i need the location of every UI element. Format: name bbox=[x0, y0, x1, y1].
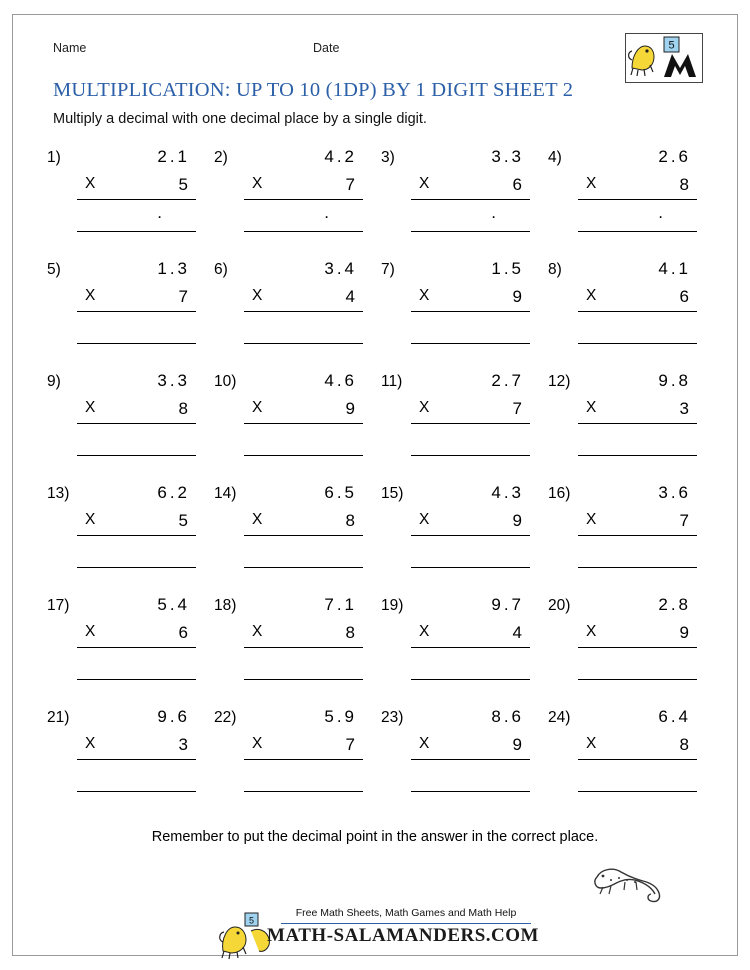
problem-rule-top bbox=[411, 423, 530, 424]
answer-line[interactable] bbox=[77, 231, 196, 232]
answer-line[interactable] bbox=[244, 791, 363, 792]
multiplier: 8 bbox=[178, 399, 188, 418]
problem-number: 3) bbox=[381, 149, 395, 166]
multiplicand: 1.3 bbox=[157, 259, 190, 278]
multiplier: 9 bbox=[512, 511, 522, 530]
multiplier: 9 bbox=[512, 735, 522, 754]
problem-6 bbox=[208, 259, 375, 371]
multiplicand: 2.1 bbox=[157, 147, 190, 166]
multiplicand: 3.6 bbox=[658, 483, 691, 502]
answer-line[interactable] bbox=[578, 567, 697, 568]
problem-number: 5) bbox=[47, 261, 61, 278]
answer-line[interactable] bbox=[244, 567, 363, 568]
problem-rule-top bbox=[77, 423, 196, 424]
problem-number: 22) bbox=[214, 709, 237, 726]
operator-symbol: X bbox=[419, 175, 430, 192]
operator-symbol: X bbox=[85, 175, 96, 192]
brand-divider bbox=[281, 923, 531, 924]
answer-line[interactable] bbox=[411, 791, 530, 792]
multiplier: 6 bbox=[679, 287, 689, 306]
multiplier: 8 bbox=[679, 175, 689, 194]
multiplier: 9 bbox=[679, 623, 689, 642]
problem-row bbox=[41, 371, 709, 483]
problem-17 bbox=[41, 595, 208, 707]
problem-rule-top bbox=[578, 759, 697, 760]
problem-16 bbox=[542, 483, 709, 595]
operator-symbol: X bbox=[85, 623, 96, 640]
site-branding bbox=[41, 903, 709, 967]
answer-line[interactable] bbox=[411, 455, 530, 456]
problem-10 bbox=[208, 371, 375, 483]
answer-line[interactable] bbox=[411, 231, 530, 232]
operator-symbol: X bbox=[252, 287, 263, 304]
operator-symbol: X bbox=[252, 511, 263, 528]
multiplicand: 6.5 bbox=[324, 483, 357, 502]
answer-line[interactable] bbox=[411, 567, 530, 568]
multiplier: 5 bbox=[178, 175, 188, 194]
problem-number: 20) bbox=[548, 597, 571, 614]
answer-line[interactable] bbox=[578, 791, 697, 792]
multiplicand: 4.1 bbox=[658, 259, 691, 278]
operator-symbol: X bbox=[586, 623, 597, 640]
svg-text:5: 5 bbox=[668, 39, 675, 52]
multiplicand: 2.7 bbox=[491, 371, 524, 390]
multiplicand: 4.2 bbox=[324, 147, 357, 166]
svg-text:5: 5 bbox=[248, 915, 255, 926]
multiplier: 9 bbox=[512, 287, 522, 306]
operator-symbol: X bbox=[252, 399, 263, 416]
operator-symbol: X bbox=[586, 399, 597, 416]
multiplicand: 2.6 bbox=[658, 147, 691, 166]
problem-rule-top bbox=[578, 199, 697, 200]
multiplier: 7 bbox=[345, 735, 355, 754]
problem-3 bbox=[375, 147, 542, 259]
problem-rule-top bbox=[411, 311, 530, 312]
multiplier: 6 bbox=[178, 623, 188, 642]
logo-graphic bbox=[626, 34, 700, 80]
multiplier: 7 bbox=[512, 399, 522, 418]
remember-note: Remember to put the decimal point in the answer in the correct place. bbox=[151, 829, 599, 845]
multiplicand: 5.9 bbox=[324, 707, 357, 726]
multiplier: 4 bbox=[345, 287, 355, 306]
multiplicand: 4.6 bbox=[324, 371, 357, 390]
answer-line[interactable] bbox=[77, 455, 196, 456]
decimal-point-hint: . bbox=[157, 203, 162, 222]
answer-line[interactable] bbox=[244, 679, 363, 680]
operator-symbol: X bbox=[419, 399, 430, 416]
problem-rule-top bbox=[77, 759, 196, 760]
name-label: Name bbox=[53, 41, 87, 55]
problem-rule-top bbox=[77, 311, 196, 312]
problem-row bbox=[41, 483, 709, 595]
operator-symbol: X bbox=[419, 735, 430, 752]
operator-symbol: X bbox=[586, 175, 597, 192]
operator-symbol: X bbox=[85, 399, 96, 416]
answer-line[interactable] bbox=[77, 679, 196, 680]
problem-rule-top bbox=[244, 311, 363, 312]
operator-symbol: X bbox=[252, 623, 263, 640]
problem-8 bbox=[542, 259, 709, 371]
multiplicand: 3.3 bbox=[491, 147, 524, 166]
problem-4 bbox=[542, 147, 709, 259]
problem-number: 16) bbox=[548, 485, 571, 502]
problem-row bbox=[41, 147, 709, 259]
multiplier: 7 bbox=[679, 511, 689, 530]
problem-number: 8) bbox=[548, 261, 562, 278]
worksheet-page bbox=[12, 14, 738, 956]
multiplier: 9 bbox=[345, 399, 355, 418]
branding-inner bbox=[215, 903, 539, 967]
multiplicand: 5.4 bbox=[157, 595, 190, 614]
problem-rule-top bbox=[244, 535, 363, 536]
problem-rule-top bbox=[578, 311, 697, 312]
answer-line[interactable] bbox=[77, 567, 196, 568]
operator-symbol: X bbox=[85, 511, 96, 528]
operator-symbol: X bbox=[419, 511, 430, 528]
operator-symbol: X bbox=[252, 735, 263, 752]
problem-21 bbox=[41, 707, 208, 819]
problem-13 bbox=[41, 483, 208, 595]
problem-rule-top bbox=[578, 647, 697, 648]
problem-number: 19) bbox=[381, 597, 404, 614]
answer-line[interactable] bbox=[578, 679, 697, 680]
problem-7 bbox=[375, 259, 542, 371]
problem-number: 13) bbox=[47, 485, 70, 502]
problem-rule-top bbox=[411, 199, 530, 200]
problem-rule-top bbox=[411, 535, 530, 536]
problem-rule-top bbox=[411, 759, 530, 760]
lizard-illustration bbox=[591, 861, 677, 909]
problem-rule-top bbox=[77, 647, 196, 648]
operator-symbol: X bbox=[85, 287, 96, 304]
multiplier: 8 bbox=[679, 735, 689, 754]
multiplicand: 3.3 bbox=[157, 371, 190, 390]
answer-line[interactable] bbox=[578, 343, 697, 344]
answer-line[interactable] bbox=[411, 343, 530, 344]
multiplicand: 7.1 bbox=[324, 595, 357, 614]
problem-1 bbox=[41, 147, 208, 259]
answer-line[interactable] bbox=[244, 343, 363, 344]
problem-number: 1) bbox=[47, 149, 61, 166]
problem-11 bbox=[375, 371, 542, 483]
problem-number: 18) bbox=[214, 597, 237, 614]
worksheet-header bbox=[41, 35, 709, 65]
multiplier: 3 bbox=[679, 399, 689, 418]
multiplier: 4 bbox=[512, 623, 522, 642]
decimal-point-hint: . bbox=[324, 203, 329, 222]
problem-rule-top bbox=[77, 199, 196, 200]
answer-line[interactable] bbox=[578, 455, 697, 456]
problem-number: 11) bbox=[381, 373, 403, 390]
multiplier: 7 bbox=[345, 175, 355, 194]
problem-row bbox=[41, 595, 709, 707]
problem-9 bbox=[41, 371, 208, 483]
problem-14 bbox=[208, 483, 375, 595]
problem-number: 17) bbox=[47, 597, 70, 614]
multiplier: 3 bbox=[178, 735, 188, 754]
problem-12 bbox=[542, 371, 709, 483]
multiplicand: 3.4 bbox=[324, 259, 357, 278]
lizard-icon bbox=[591, 861, 677, 909]
problem-number: 4) bbox=[548, 149, 562, 166]
answer-line[interactable] bbox=[244, 455, 363, 456]
problem-number: 9) bbox=[47, 373, 61, 390]
salamander-logo bbox=[625, 33, 703, 83]
operator-symbol: X bbox=[252, 175, 263, 192]
multiplier: 5 bbox=[178, 511, 188, 530]
brand-tagline: Free Math Sheets, Math Games and Math Help bbox=[295, 907, 517, 919]
problem-number: 6) bbox=[214, 261, 228, 278]
problem-rule-top bbox=[77, 535, 196, 536]
multiplier: 8 bbox=[345, 511, 355, 530]
multiplicand: 9.7 bbox=[491, 595, 524, 614]
decimal-point-hint: . bbox=[491, 203, 496, 222]
date-label: Date bbox=[313, 41, 340, 55]
multiplicand: 1.5 bbox=[491, 259, 524, 278]
problem-row bbox=[41, 707, 709, 819]
operator-symbol: X bbox=[419, 623, 430, 640]
multiplicand: 6.4 bbox=[658, 707, 691, 726]
problem-number: 7) bbox=[381, 261, 395, 278]
operator-symbol: X bbox=[419, 287, 430, 304]
problem-number: 21) bbox=[47, 709, 70, 726]
problem-number: 10) bbox=[214, 373, 237, 390]
problem-24 bbox=[542, 707, 709, 819]
problem-rule-top bbox=[244, 759, 363, 760]
grade-badge-icon bbox=[664, 37, 679, 52]
page-subtitle: Multiply a decimal with one decimal place by a single digit. bbox=[53, 111, 427, 127]
operator-symbol: X bbox=[85, 735, 96, 752]
problem-2 bbox=[208, 147, 375, 259]
problem-5 bbox=[41, 259, 208, 371]
problem-row bbox=[41, 259, 709, 371]
problem-rule-top bbox=[578, 535, 697, 536]
multiplier: 6 bbox=[512, 175, 522, 194]
problem-rule-top bbox=[244, 647, 363, 648]
multiplier: 7 bbox=[178, 287, 188, 306]
multiplicand: 6.2 bbox=[157, 483, 190, 502]
problem-number: 23) bbox=[381, 709, 404, 726]
operator-symbol: X bbox=[586, 511, 597, 528]
answer-line[interactable] bbox=[77, 791, 196, 792]
problem-number: 12) bbox=[548, 373, 571, 390]
answer-line[interactable] bbox=[244, 231, 363, 232]
problem-rule-top bbox=[244, 199, 363, 200]
operator-symbol: X bbox=[586, 287, 597, 304]
multiplicand: 4.3 bbox=[491, 483, 524, 502]
problem-number: 2) bbox=[214, 149, 228, 166]
problem-15 bbox=[375, 483, 542, 595]
problem-20 bbox=[542, 595, 709, 707]
multiplicand: 2.8 bbox=[658, 595, 691, 614]
multiplicand: 9.6 bbox=[157, 707, 190, 726]
problem-rule-top bbox=[578, 423, 697, 424]
problem-23 bbox=[375, 707, 542, 819]
worksheet-content bbox=[41, 35, 709, 946]
multiplier: 8 bbox=[345, 623, 355, 642]
operator-symbol: X bbox=[586, 735, 597, 752]
multiplicand: 8.6 bbox=[491, 707, 524, 726]
problem-number: 15) bbox=[381, 485, 404, 502]
multiplicand: 9.8 bbox=[658, 371, 691, 390]
problem-grid bbox=[41, 147, 709, 819]
problem-19 bbox=[375, 595, 542, 707]
answer-line[interactable] bbox=[77, 343, 196, 344]
answer-line[interactable] bbox=[411, 679, 530, 680]
decimal-point-hint: . bbox=[658, 203, 663, 222]
problem-22 bbox=[208, 707, 375, 819]
brand-site-name: MATH-SALAMANDERS.COM bbox=[267, 925, 539, 946]
problem-rule-top bbox=[411, 647, 530, 648]
problem-number: 14) bbox=[214, 485, 237, 502]
page-title: MULTIPLICATION: UP TO 10 (1DP) BY 1 DIGIT SHEET 2 bbox=[53, 79, 574, 101]
problem-18 bbox=[208, 595, 375, 707]
problem-rule-top bbox=[244, 423, 363, 424]
problem-number: 24) bbox=[548, 709, 571, 726]
answer-line[interactable] bbox=[578, 231, 697, 232]
